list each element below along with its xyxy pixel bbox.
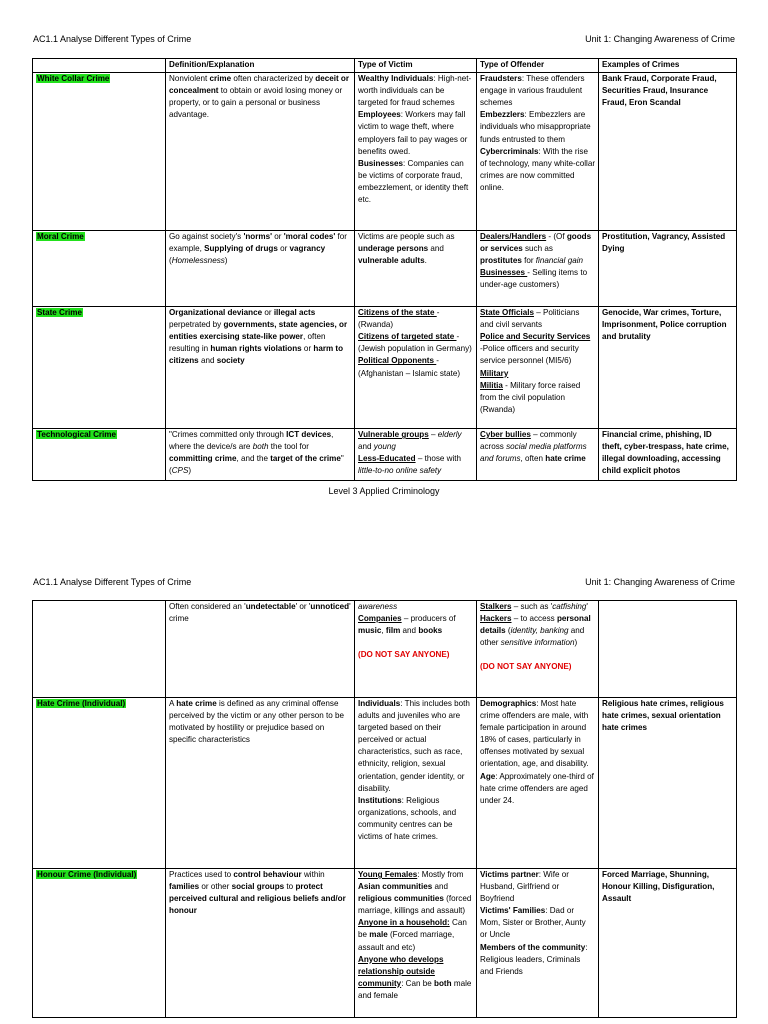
crime-label-cell xyxy=(33,429,166,481)
header-cell-definition: Definition/Explanation xyxy=(166,59,355,73)
document-page-2 xyxy=(0,560,768,1024)
examples-cell: Forced Marriage, Shunning, Honour Killing, Disfiguration, Assault xyxy=(599,869,737,1018)
crime-label-cell xyxy=(33,307,166,429)
victim-cell: Vulnerable groups – elderly and young Less-Educated – those with little-to-no online safety xyxy=(355,429,477,481)
offender-cell: Stalkers – such as 'catfishing' Hackers – to access personal details (identity, banking and other sensitive information) (DO NOT SAY ANYONE) xyxy=(477,601,599,698)
offender-cell: State Officials – Politicians and civil servants Police and Security Services -Police officers and security service personnel (MI5/6) Military Militia - Military force raised from the civil population (Rwanda) xyxy=(477,307,599,429)
victim-cell: Individuals: This includes both adults and juveniles who are targeted based on their perceived or actual characteristics, such as race, ethnicity, religion, sexual orientation, gender identity, or disability. Institutions: Religious organizations, schools, and community centres can be victims of hate crimes. xyxy=(355,698,477,869)
crime-label-state: State Crime xyxy=(37,308,82,318)
header-cell-offender: Type of Offender xyxy=(477,59,599,73)
offender-cell: Fraudsters: These offenders engage in various fraudulent schemes Embezzlers: Embezzlers are individuals who misappropriate funds entrusted to them Cybercriminals: With the rise of technology, many white-collar crimes are now committed online. xyxy=(477,73,599,231)
examples-cell: Bank Fraud, Corporate Fraud, Securities Fraud, Insurance Fraud, Eron Scandal xyxy=(599,73,737,231)
header-right: Unit 1: Changing Awareness of Crime xyxy=(585,577,735,587)
examples-cell: Genocide, War crimes, Torture, Imprisonment, Police corruption and brutality xyxy=(599,307,737,429)
header-cell-examples: Examples of Crimes xyxy=(599,59,737,73)
header-cell-crime xyxy=(33,59,166,73)
table-row-technological-continued xyxy=(33,601,737,698)
crime-label-moral: Moral Crime xyxy=(37,232,84,242)
crime-types-table xyxy=(32,58,737,481)
crime-types-table-continued xyxy=(32,600,737,1018)
offender-cell: Demographics: Most hate crime offenders are male, with female participation in around 18% of cases, particularly in offenses motivated by sexual orientation, age, and disability. Age: Approximately one-third of hate crime offenders are aged under 24. xyxy=(477,698,599,869)
definition-cell: Organizational deviance or illegal acts perpetrated by governments, state agencies, or entities exercising state-like power, often resulting in human rights violations or harm to citizens and society xyxy=(166,307,355,429)
crime-label-hate: Hate Crime (Individual) xyxy=(37,699,126,708)
crime-label-technological: Technological Crime xyxy=(37,430,117,440)
examples-cell: Religious hate crimes, religious hate crimes, sexual orientation hate crimes xyxy=(599,698,737,869)
table-row-honour xyxy=(33,869,737,1018)
definition-cell: Practices used to control behaviour within families or other social groups to protect perceived cultural and religious beliefs and/or honour xyxy=(166,869,355,1018)
victim-cell: awareness Companies – producers of music, film and books (DO NOT SAY ANYONE) xyxy=(355,601,477,698)
header-left: AC1.1 Analyse Different Types of Crime xyxy=(33,577,192,587)
victim-cell: Young Females: Mostly from Asian communities and religious communities (forced marriage, killings and assault) Anyone in a household: Can be male (Forced marriage, assault and etc) Anyone who develops relationship outside community: Can be both male and female xyxy=(355,869,477,1018)
victim-cell: Victims are people such as underage persons and vulnerable adults. xyxy=(355,231,477,307)
definition-cell: "Crimes committed only through ICT devices, where the device/s are both the tool for committing crime, and the target of the crime" (CPS) xyxy=(166,429,355,481)
offender-cell: Victims partner: Wife or Husband, Girlfriend or Boyfriend Victims' Families: Dad or Mom, Sister or Brother, Aunty or Uncle Members of the community: Religious leaders, Criminals and Friends xyxy=(477,869,599,1018)
offender-cell: Cyber bullies – commonly across social media platforms and forums, often hate crime xyxy=(477,429,599,481)
header-right: Unit 1: Changing Awareness of Crime xyxy=(585,34,735,44)
table-row-state xyxy=(33,307,737,429)
table-row-moral xyxy=(33,231,737,307)
examples-cell: Financial crime, phishing, ID theft, cyber-trespass, hate crime, illegal downloading, accessing child explicit photos xyxy=(599,429,737,481)
page-footer: Level 3 Applied Criminology xyxy=(328,486,440,496)
victim-cell: Citizens of the state - (Rwanda) Citizens of targeted state - (Jewish population in Germany) Political Opponents - (Afghanistan – Islamic state) xyxy=(355,307,477,429)
table-row-technological xyxy=(33,429,737,481)
table-row-white-collar xyxy=(33,73,737,231)
table-row-hate xyxy=(33,698,737,869)
document-page-1 xyxy=(0,0,768,500)
table-header-row xyxy=(33,59,737,73)
offender-cell: Dealers/Handlers - (Of goods or services such as prostitutes for financial gain Businesses - Selling items to under-age customers) xyxy=(477,231,599,307)
examples-cell xyxy=(599,601,737,698)
definition-cell: Nonviolent crime often characterized by deceit or concealment to obtain or avoid losing money or property, or to gain a personal or business advantage. xyxy=(166,73,355,231)
crime-label-cell xyxy=(33,869,166,1018)
warning-note: (DO NOT SAY ANYONE) xyxy=(480,662,572,672)
crime-label-honour: Honour Crime (Individual) xyxy=(37,870,137,879)
victim-cell: Wealthy Individuals: High-net-worth individuals can be targeted for fraud schemes Employees: Workers may fall victim to wage theft, where employers fail to pay wages or benefits owed. Businesses: Companies can be victims of corporate fraud, embezzlement, or identity theft etc. xyxy=(355,73,477,231)
crime-label-cell xyxy=(33,73,166,231)
crime-label-cell xyxy=(33,601,166,698)
examples-cell: Prostitution, Vagrancy, Assisted Dying xyxy=(599,231,737,307)
crime-label-cell xyxy=(33,231,166,307)
header-left: AC1.1 Analyse Different Types of Crime xyxy=(33,34,192,44)
definition-cell: A hate crime is defined as any criminal offense perceived by the victim or any other person to be motivated by hostility or prejudice based on specific characteristics xyxy=(166,698,355,869)
warning-note: (DO NOT SAY ANYONE) xyxy=(358,650,450,660)
definition-cell: Go against society's 'norms' or 'moral codes' for example, Supplying of drugs or vagrancy (Homelessness) xyxy=(166,231,355,307)
header-cell-victim: Type of Victim xyxy=(355,59,477,73)
definition-cell: Often considered an 'undetectable' or 'unnoticed' crime xyxy=(166,601,355,698)
crime-label-white-collar: White Collar Crime xyxy=(37,74,110,84)
crime-label-cell xyxy=(33,698,166,869)
